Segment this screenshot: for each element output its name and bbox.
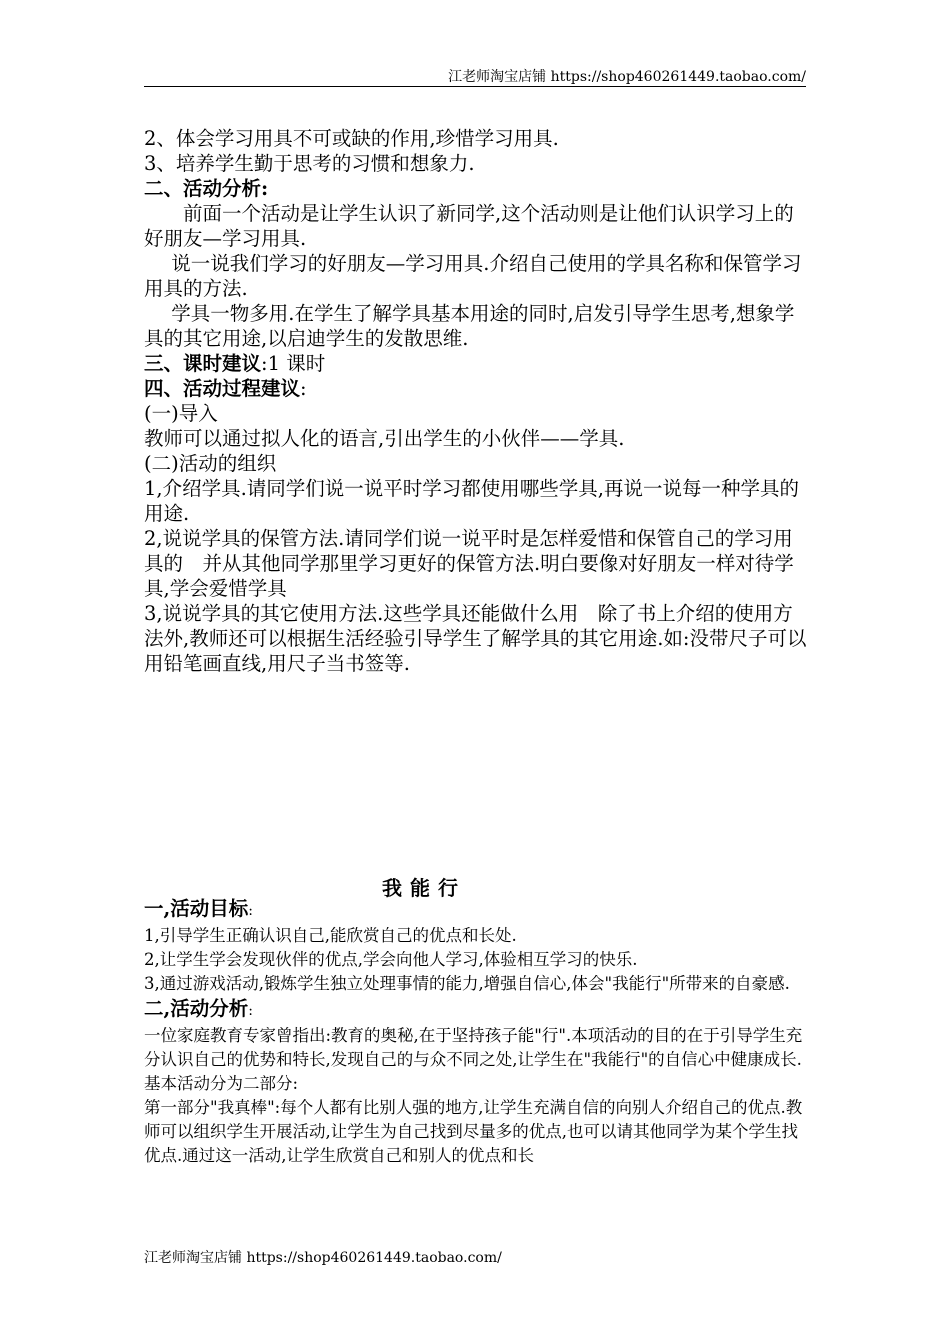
- heading-process: [144, 376, 810, 401]
- page-footer: 江老师淘宝店铺 https://shop460261449.taobao.com/: [144, 1250, 502, 1266]
- s2-goal-2: 2,让学生学会发现伙伴的优点,学会向他人学习,体验相互学习的快乐.: [144, 950, 638, 969]
- heading-process-colon: :: [300, 377, 307, 400]
- section2-title: 我能行: [382, 876, 466, 900]
- section2-body: [144, 896, 810, 1168]
- page-header: 江老师淘宝店铺 https://shop460261449.taobao.com/: [448, 69, 806, 85]
- section1-body: [144, 126, 810, 676]
- intro-text: 教师可以通过拟人化的语言,引出学生的小伙伴——学具.: [144, 427, 625, 450]
- s2-goal-3: 3,通过游戏活动,锻炼学生独立处理事情的能力,增强自信心,体会"我能行"所带来的自豪感.: [144, 974, 790, 993]
- organization-item-3: 3,说说学具的其它使用方法.这些学具还能做什么用 除了书上介绍的使用方法外,教师还可以根据生活经验引导学生了解学具的其它用途.如:没带尺子可以用铅笔画直线,用尺子当书签等.: [144, 602, 807, 675]
- goal-2: 2、体会学习用具不可或缺的作用,珍惜学习用具.: [144, 127, 559, 150]
- s2-analysis-paragraph-1: 一位家庭教育专家曾指出:教育的奥秘,在于坚持孩子能"行".本项活动的目的在于引导学生充分认识自己的优势和特长,发现自己的与众不同之处,让学生在"我能行"的自信心中健康成长.: [144, 1026, 803, 1069]
- analysis-paragraph-1: 前面一个活动是让学生认识了新同学,这个活动则是让他们认识学习上的好朋友—学习用具.: [144, 202, 794, 250]
- heading-lesson-time-value: :1 课时: [261, 352, 326, 375]
- heading-process-label: 四、活动过程建议: [144, 377, 301, 400]
- heading-goals-colon: :: [248, 903, 254, 919]
- heading-goals-label: 一,活动目标: [144, 897, 249, 920]
- analysis-paragraph-2: 说一说我们学习的好朋友—学习用具.介绍自己使用的学具名称和保管学习用具的方法.: [144, 252, 802, 300]
- heading-analysis: 二、活动分析:: [144, 177, 269, 200]
- heading-s2-analysis-label: 二,活动分析: [144, 997, 249, 1020]
- heading-lesson-time-label: 三、课时建议: [144, 352, 262, 375]
- s2-analysis-paragraph-2: 基本活动分为二部分:: [144, 1074, 299, 1093]
- organization-heading: (二)活动的组织: [144, 452, 277, 475]
- heading-s2-analysis: [144, 996, 810, 1024]
- heading-goals: [144, 896, 810, 924]
- heading-s2-analysis-colon: :: [248, 1003, 254, 1019]
- goal-3: 3、培养学生勤于思考的习惯和想象力.: [144, 152, 475, 175]
- analysis-paragraph-3: 学具一物多用.在学生了解学具基本用途的同时,启发引导学生思考,想象学具的其它用途,以启迪学生的发散思维.: [144, 302, 795, 350]
- intro-heading: (一)导入: [144, 402, 218, 425]
- heading-lesson-time: [144, 351, 810, 376]
- organization-item-2: 2,说说学具的保管方法.请同学们说一说平时是怎样爱惜和保管自己的学习用具的 并从其他同学那里学习更好的保管方法.明白要像对好朋友一样对待学具,学会爱惜学具: [144, 527, 794, 600]
- s2-goal-1: 1,引导学生正确认识自己,能欣赏自己的优点和长处.: [144, 926, 517, 945]
- header-rule: [144, 86, 806, 87]
- s2-analysis-paragraph-3: 第一部分"我真棒":每个人都有比别人强的地方,让学生充满自信的向别人介绍自己的优点.教师可以组织学生开展活动,让学生为自己找到尽量多的优点,也可以请其他同学为某个学生找优点.通过这一活动,让学生欣赏自己和别人的优点和长: [144, 1098, 803, 1165]
- organization-item-1: 1,介绍学具.请同学们说一说平时学习都使用哪些学具,再说一说每一种学具的用途.: [144, 477, 800, 525]
